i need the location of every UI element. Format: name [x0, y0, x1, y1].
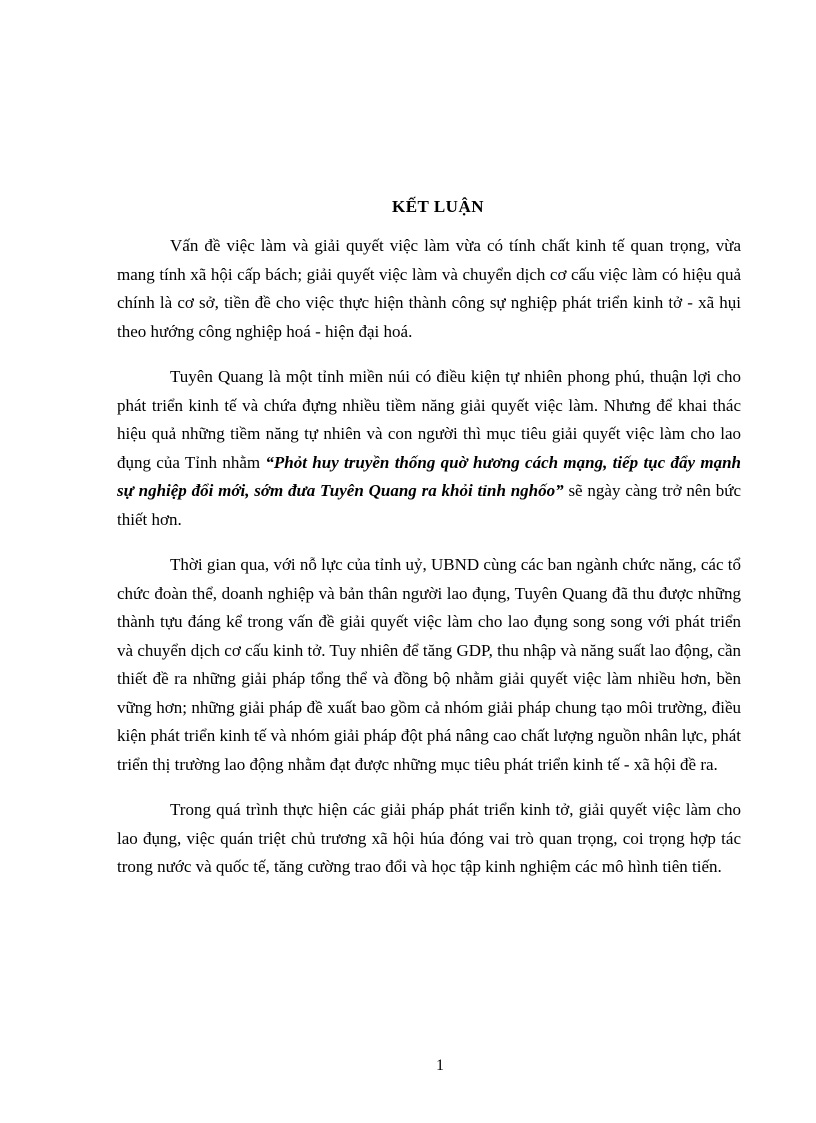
paragraph-2-intro: Tuyên Quang là một tỉnh miền núi có điều kiện tự nhiên phong phú, thuận lợi cho phát triển kinh tế và chứa đựng nhiều tiềm năng giải quyết việc làm. Nhưng để khai thác hiệu quả những tiềm năng tự nhiên và con người thì mục tiêu giải quyết việc làm cho lao đụng của Tỉnh nhằm [117, 367, 741, 472]
paragraph-2-ending: sẽ ngày càng trở nên bức thiết hơn. [117, 481, 741, 529]
paragraph-1: Vấn đề việc làm và giải quyết việc làm vừa có tính chất kinh tế quan trọng, vừa mang tính xã hội cấp bách; giải quyết việc làm và chuyển dịch cơ cấu việc làm có hiệu quả chính là cơ sở, tiền đề cho việc thực hiện thành công sự nghiệp phát triển kinh tở - xã hụi theo hướng công nghiệp hoá - hiện đại hoá. [117, 236, 741, 341]
document-title: KẾT LUẬN [391, 197, 484, 216]
page-number: 1 [436, 1057, 444, 1074]
paragraph-2 [117, 363, 741, 534]
paragraph-2-quote: “Phỏt huy truyền thống quờ hương cách mạng, tiếp tục đẩy mạnh sự nghiệp đổi mới, sớm đưa Tuyên Quang ra khỏi tỉnh nghốo” [117, 452, 741, 500]
paragraph-3: Thời gian qua, với nỗ lực của tỉnh uỷ, UBND cùng các ban ngành chức năng, các tổ chức đoàn thể, doanh nghiệp và bản thân người lao đụng, Tuyên Quang đã thu được những thành tựu đáng kể trong vấn đề giải quyết việc làm cho lao đụng song song với phát triển và chuyển dịch cơ cấu kinh tở. Tuy nhiên để tăng GDP, thu nhập và năng suất lao động, cần thiết đề ra những giải pháp tổng thể và đồng bộ nhằm giải quyết việc làm nhiều hơn, bền vững hơn; những giải pháp đề xuất bao gồm cả nhóm giải pháp chung tạo môi trường, điều kiện phát triển kinh tế và nhóm giải pháp đột phá nâng cao chất lượng nguồn nhân lực, phát triển thị trường lao động nhằm đạt được những mục tiêu phát triển kinh tế - xã hội đề ra. [117, 555, 741, 774]
document-body [117, 232, 741, 899]
paragraph-4: Trong quá trình thực hiện các giải pháp phát triển kinh tở, giải quyết việc làm cho lao đụng, việc quán triệt chủ trương xã hội húa đóng vai trò quan trọng, coi trọng hợp tác trong nước và quốc tế, tăng cường trao đổi và học tập kinh nghiệm các mô hình tiên tiến. [117, 800, 741, 876]
